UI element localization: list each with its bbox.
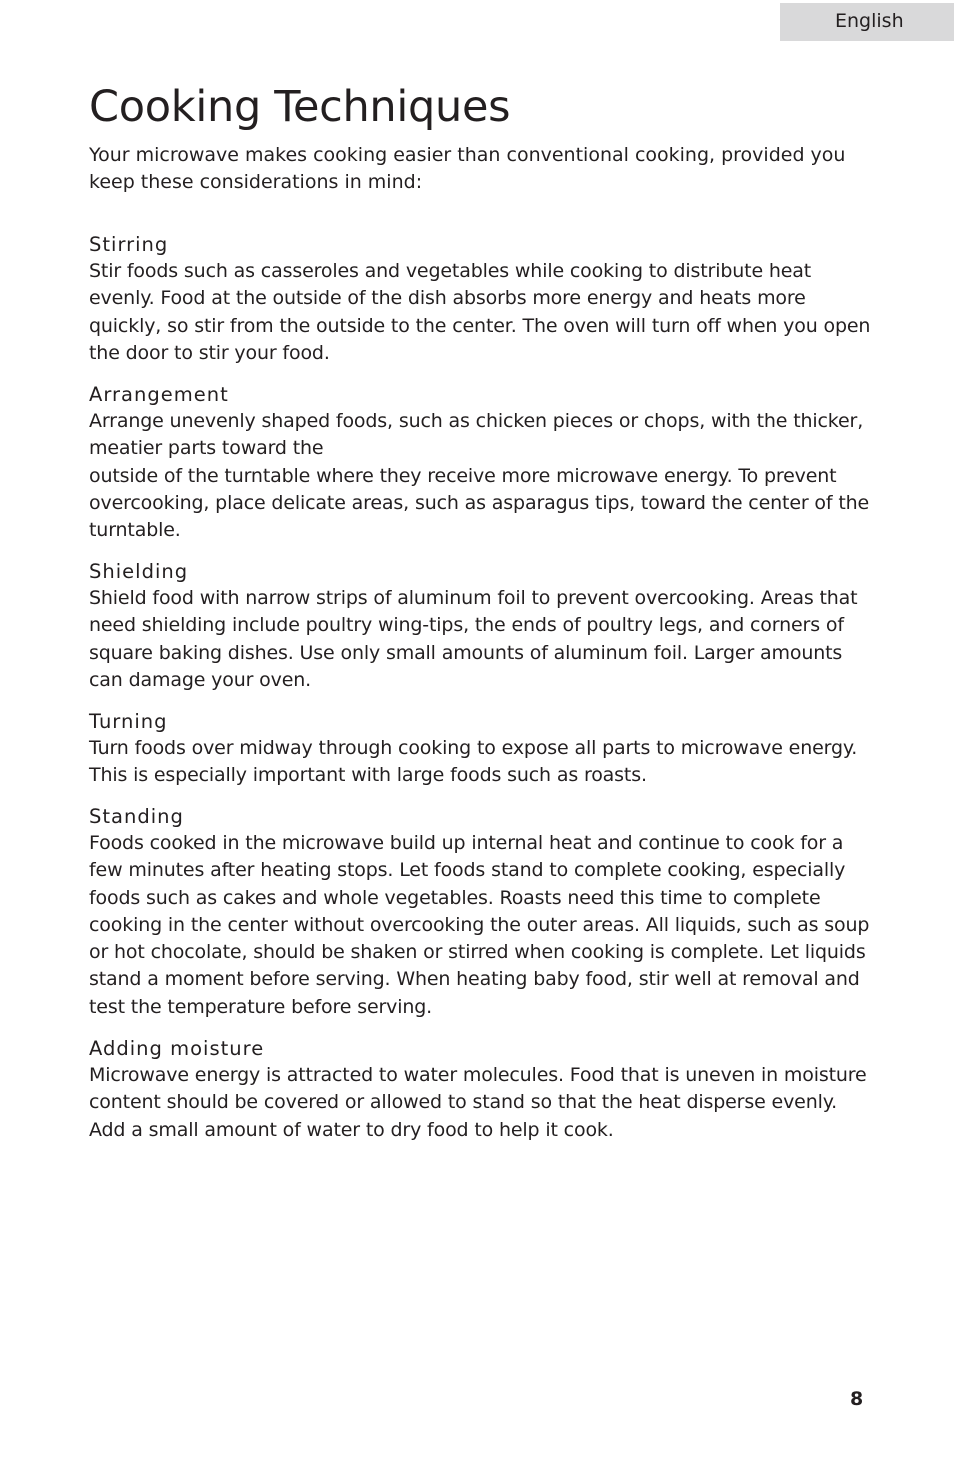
intro-paragraph: Your microwave makes cooking easier than conventional cooking, provided you keep these considerations in mind:	[89, 144, 846, 194]
section-turning	[89, 708, 879, 790]
page-number: 8	[850, 1388, 864, 1410]
section-paragraph: Turn foods over midway through cooking to expose all parts to microwave energy. This is especially important with large foods such as roasts.	[89, 737, 858, 787]
section-arrangement	[89, 381, 879, 544]
section-heading: Standing	[89, 805, 184, 828]
section-paragraph: Microwave energy is attracted to water molecules. Food that is uneven in moisture content should be covered or allowed to stand so that the heat disperse evenly. Add a small amount of water to dry food to help it cook.	[89, 1064, 867, 1141]
section-shielding	[89, 558, 879, 694]
section-paragraph: Foods cooked in the microwave build up internal heat and continue to cook for a few minutes after heating stops. Let foods stand to complete cooking, especially foods such as cakes and whole vegetables. Roasts need this time to complete cooking in the center without overcooking the outer areas. All liquids, such as soup or hot chocolate, should be shaken or stirred when cooking is complete. Let liquids stand a moment before serving. When heating baby food, stir well at removal and test the temperature before serving.	[89, 832, 870, 1018]
section-heading: Arrangement	[89, 383, 229, 406]
section-paragraph: Arrange unevenly shaped foods, such as chicken pieces or chops, with the thicker, meatier parts toward the	[89, 410, 864, 460]
section-paragraph: Stir foods such as casseroles and vegetables while cooking to distribute heat evenly. Food at the outside of the dish absorbs more energy and heats more quickly, so stir from the outside to the center. The oven will turn off when you open the door to stir your food.	[89, 260, 871, 364]
section-heading: Stirring	[89, 233, 169, 256]
section-adding-moisture	[89, 1035, 879, 1144]
section-standing	[89, 803, 879, 1021]
section-paragraph: Shield food with narrow strips of aluminum foil to prevent overcooking. Areas that need shielding include poultry wing-tips, the ends of poultry legs, and corners of square baking dishes. Use only small amounts of aluminum foil. Larger amounts can damage your oven.	[89, 587, 858, 691]
section-heading: Turning	[89, 710, 168, 733]
section-heading: Adding moisture	[89, 1037, 265, 1060]
language-tab	[780, 3, 954, 41]
section-stirring	[89, 231, 879, 367]
language-tab-label: English	[835, 10, 904, 32]
section-paragraph: outside of the turntable where they receive more microwave energy. To prevent overcooking, place delicate areas, such as asparagus tips, toward the center of the turntable.	[89, 464, 870, 542]
page-title: Cooking Techniques	[89, 82, 511, 132]
section-heading: Shielding	[89, 560, 189, 583]
